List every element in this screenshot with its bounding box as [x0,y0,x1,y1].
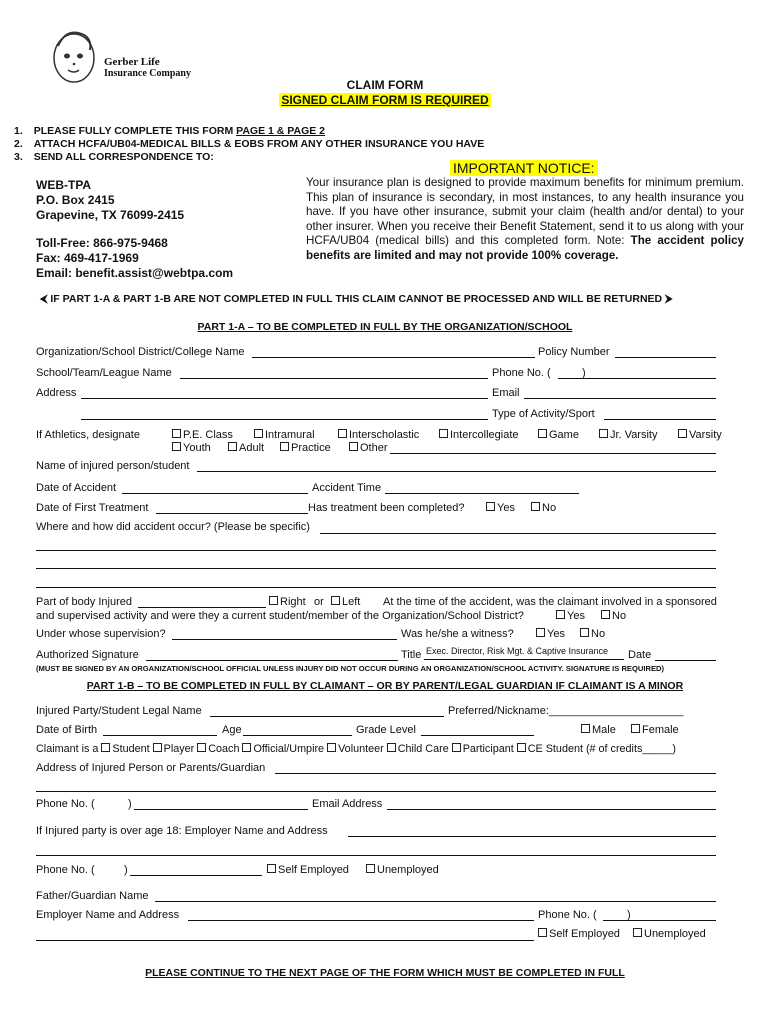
athletics-label: If Athletics, designate [36,429,140,441]
first-treatment-label: Date of First Treatment [36,502,149,514]
supervision-label: Under whose supervision? [36,628,166,640]
instruction-number-3: 3. [14,151,23,163]
form-title: CLAIM FORM [346,78,424,92]
dob-label: Date of Birth [36,724,98,736]
injured-address-label: Address of Injured Person or Parents/Guardian [36,762,266,774]
checkbox-self-employed-2[interactable]: Self Employed [538,928,620,940]
injured-name-field[interactable] [197,471,716,472]
treatment-completed-label: Has treatment been completed? [308,502,465,514]
employer-phone-close: ) [124,864,128,876]
footer-note: PLEASE CONTINUE TO THE NEXT PAGE OF THE FORM WHICH MUST BE COMPLETED IN FULL [145,967,625,979]
address-box: P.O. Box 2415 [36,193,115,207]
checkbox-adult[interactable]: Adult [228,442,264,454]
employer2-phone-close: ) [627,909,631,921]
where-field-1[interactable] [320,533,716,534]
org-phone-field[interactable] [558,378,716,379]
injured-name-label: Name of injured person/student [36,460,190,472]
address-email: Email: benefit.assist@webtpa.com [36,266,234,280]
arrow-right-icon: ⮞ [665,293,673,305]
org-email-field[interactable] [524,398,716,399]
checkbox-player[interactable]: Player [153,743,195,755]
checkbox-right[interactable]: Right [269,596,306,608]
notice-body [306,176,744,264]
checkbox-intramural[interactable]: Intramural [254,429,315,441]
employer2-field-1[interactable] [188,920,534,921]
claimant-email-field[interactable] [387,809,716,810]
checkbox-interscholastic[interactable]: Interscholastic [338,429,419,441]
employer-field-1[interactable] [348,836,716,837]
grade-field[interactable] [421,735,534,736]
title-label: Title [401,649,422,661]
employer-phone-label: Phone No. ( [36,864,95,876]
injured-address-field-2[interactable] [36,791,716,792]
checkbox-participant[interactable]: Participant [452,743,514,755]
or-label: or [314,596,324,608]
policy-number-label: Policy Number [538,346,610,358]
claimant-phone-label: Phone No. ( [36,798,95,810]
arrow-left-icon: ⮜ [40,293,48,305]
checkbox-ce-student[interactable]: CE Student (# of credits_____) [517,743,676,755]
claimant-type-row [36,743,676,755]
signature-label: Authorized Signature [36,649,139,661]
employer2-field-2[interactable] [36,940,534,941]
employer-field-2[interactable] [36,855,716,856]
checkbox-youth[interactable]: Youth [172,442,211,454]
checkbox-witness-no[interactable]: No [580,628,605,640]
employer-phone-field[interactable] [130,875,262,876]
org-address-field[interactable] [81,398,488,399]
org-phone-label: Phone No. ( [492,367,551,379]
checkbox-sponsored-no[interactable]: No [601,610,626,622]
checkbox-left[interactable]: Left [331,596,360,608]
where-field-4[interactable] [36,587,716,588]
org-name-field[interactable] [252,357,535,358]
age-field[interactable] [243,735,352,736]
signature-field[interactable] [146,660,398,661]
logo-line2: Insurance Company [104,68,191,79]
signature-note: (MUST BE SIGNED BY AN ORGANIZATION/SCHOOL OFFICIAL UNLESS INJURY DID NOT OCCUR DURING AN ORGANIZATION/SCHOOL ACTIVITY. SIGNATURE IS REQUIRED) [36,664,665,673]
notice-title: IMPORTANT NOTICE: [450,160,598,176]
checkbox-coach[interactable]: Coach [197,743,239,755]
team-name-label: School/Team/League Name [36,367,172,379]
sponsored-question-2: and supervised activity and were they a current student/member of the Organization/School District? [36,610,524,622]
checkbox-jr-varsity[interactable]: Jr. Varsity [599,429,657,441]
team-name-field[interactable] [180,378,488,379]
father-name-field[interactable] [155,901,716,902]
org-name-label: Organization/School District/College Name [36,346,245,358]
checkbox-volunteer[interactable]: Volunteer [327,743,384,755]
nickname-label: Preferred/Nickname:______________________ [448,705,684,717]
where-label: Where and how did accident occur? (Please be specific) [36,521,310,533]
body-part-field[interactable] [138,607,266,608]
logo-line1: Gerber Life [104,56,160,68]
notice-text: Your insurance plan is designed to provide maximum benefits for minimum premium. This plan of insurance is secondary, in most instances, to any health insurance you have. If you have other insurance, submit your claim (health and/or dental) to your other insurer. When you receive their Benefit Statement, send it to us along with your HCFA/UB04 (medical bills) and this completed form. Note: [306,176,744,248]
part1a-heading: PART 1-A – TO BE COMPLETED IN FULL BY THE ORGANIZATION/SCHOOL [197,321,573,333]
where-field-3[interactable] [36,568,716,569]
checkbox-varsity[interactable]: Varsity [678,429,722,441]
sponsored-question-1: At the time of the accident, was the claimant involved in a sponsored [383,596,717,608]
checkbox-sponsored-yes[interactable]: Yes [556,610,585,622]
grade-label: Grade Level [356,724,416,736]
address-tollfree: Toll-Free: 866-975-9468 [36,236,168,250]
date-field[interactable] [655,660,716,661]
claimant-label: Claimant is a [36,743,99,755]
father-name-label: Father/Guardian Name [36,890,149,902]
title-value: Exec. Director, Risk Mgt. & Captive Insurance [426,646,609,656]
org-email-label: Email [492,387,520,399]
injured-address-field-1[interactable] [275,773,716,774]
warning-line [40,293,673,306]
checkbox-treatment-no[interactable]: No [531,502,556,514]
age-label: Age [222,724,242,736]
org-address-label: Address [36,387,77,399]
activity-field[interactable] [604,419,716,420]
checkbox-unemployed-2[interactable]: Unemployed [633,928,706,940]
legal-name-label: Injured Party/Student Legal Name [36,705,202,717]
legal-name-field[interactable] [210,716,444,717]
instruction-number-1: 1. [14,125,23,137]
checkbox-official[interactable]: Official/Umpire [242,743,324,755]
other-field[interactable] [390,453,716,454]
checkbox-unemployed[interactable]: Unemployed [366,864,439,876]
checkbox-game[interactable]: Game [538,429,579,441]
warning-text: IF PART 1-A & PART 1-B ARE NOT COMPLETED IN FULL THIS CLAIM CANNOT BE PROCESSED AND WILL BE RETURNED [50,293,663,305]
accident-time-field[interactable] [385,493,579,494]
part1b-heading: PART 1-B – TO BE COMPLETED IN FULL BY CLAIMANT – OR BY PARENT/LEGAL GUARDIAN IF CLAIMANT IS A MINOR [86,680,684,692]
checkbox-treatment-yes[interactable]: Yes [486,502,515,514]
checkbox-female[interactable]: Female [631,724,679,736]
instruction-number-2: 2. [14,138,23,150]
employer2-label: Employer Name and Address [36,909,180,921]
accident-time-label: Accident Time [312,482,382,494]
checkbox-practice[interactable]: Practice [280,442,331,454]
dob-field[interactable] [103,735,217,736]
form-subtitle: SIGNED CLAIM FORM IS REQUIRED [281,93,489,107]
address-fax: Fax: 469-417-1969 [36,251,139,265]
checkbox-male[interactable]: Male [581,724,616,736]
checkbox-student[interactable]: Student [101,743,149,755]
instruction-1-pages: PAGE 1 & PAGE 2 [236,125,326,137]
claimant-phone-close: ) [128,798,132,810]
instruction-2: ATTACH HCFA/UB04-MEDICAL BILLS & EOBS FROM ANY OTHER INSURANCE YOU HAVE [33,138,485,150]
where-field-2[interactable] [36,550,716,551]
org-address-field-2[interactable] [81,419,488,420]
supervision-field[interactable] [172,639,397,640]
employer2-phone-label: Phone No. ( [538,909,597,921]
checkbox-child-care[interactable]: Child Care [387,743,449,755]
activity-label: Type of Activity/Sport [492,408,595,420]
policy-number-field[interactable] [615,357,716,358]
instruction-1: PLEASE FULLY COMPLETE THIS FORM [33,125,237,137]
date-accident-label: Date of Accident [36,482,117,494]
checkbox-intercollegiate[interactable]: Intercollegiate [439,429,519,441]
date-label: Date [628,649,652,661]
org-phone-close: ) [582,367,586,379]
instruction-3: SEND ALL CORRESPONDENCE TO: [33,151,214,163]
body-part-label: Part of body Injured [36,596,133,608]
checkbox-other[interactable]: Other [349,442,388,454]
witness-label: Was he/she a witness? [401,628,514,640]
checkbox-pe-class[interactable]: P.E. Class [172,429,233,441]
employer-label: If Injured party is over age 18: Employer Name and Address [36,825,328,837]
title-field[interactable] [424,659,624,660]
address-name: WEB-TPA [36,178,92,192]
claimant-phone-field[interactable] [134,809,308,810]
address-city: Grapevine, TX 76099-2415 [36,208,185,222]
checkbox-witness-yes[interactable]: Yes [536,628,565,640]
employer2-phone-field[interactable] [603,920,716,921]
first-treatment-field[interactable] [156,513,308,514]
checkbox-self-employed[interactable]: Self Employed [267,864,349,876]
date-accident-field[interactable] [122,493,308,494]
notice-bold-text: The accident policy benefits are limited and may not provide 100% coverage. [306,234,745,262]
claimant-email-label: Email Address [312,798,383,810]
